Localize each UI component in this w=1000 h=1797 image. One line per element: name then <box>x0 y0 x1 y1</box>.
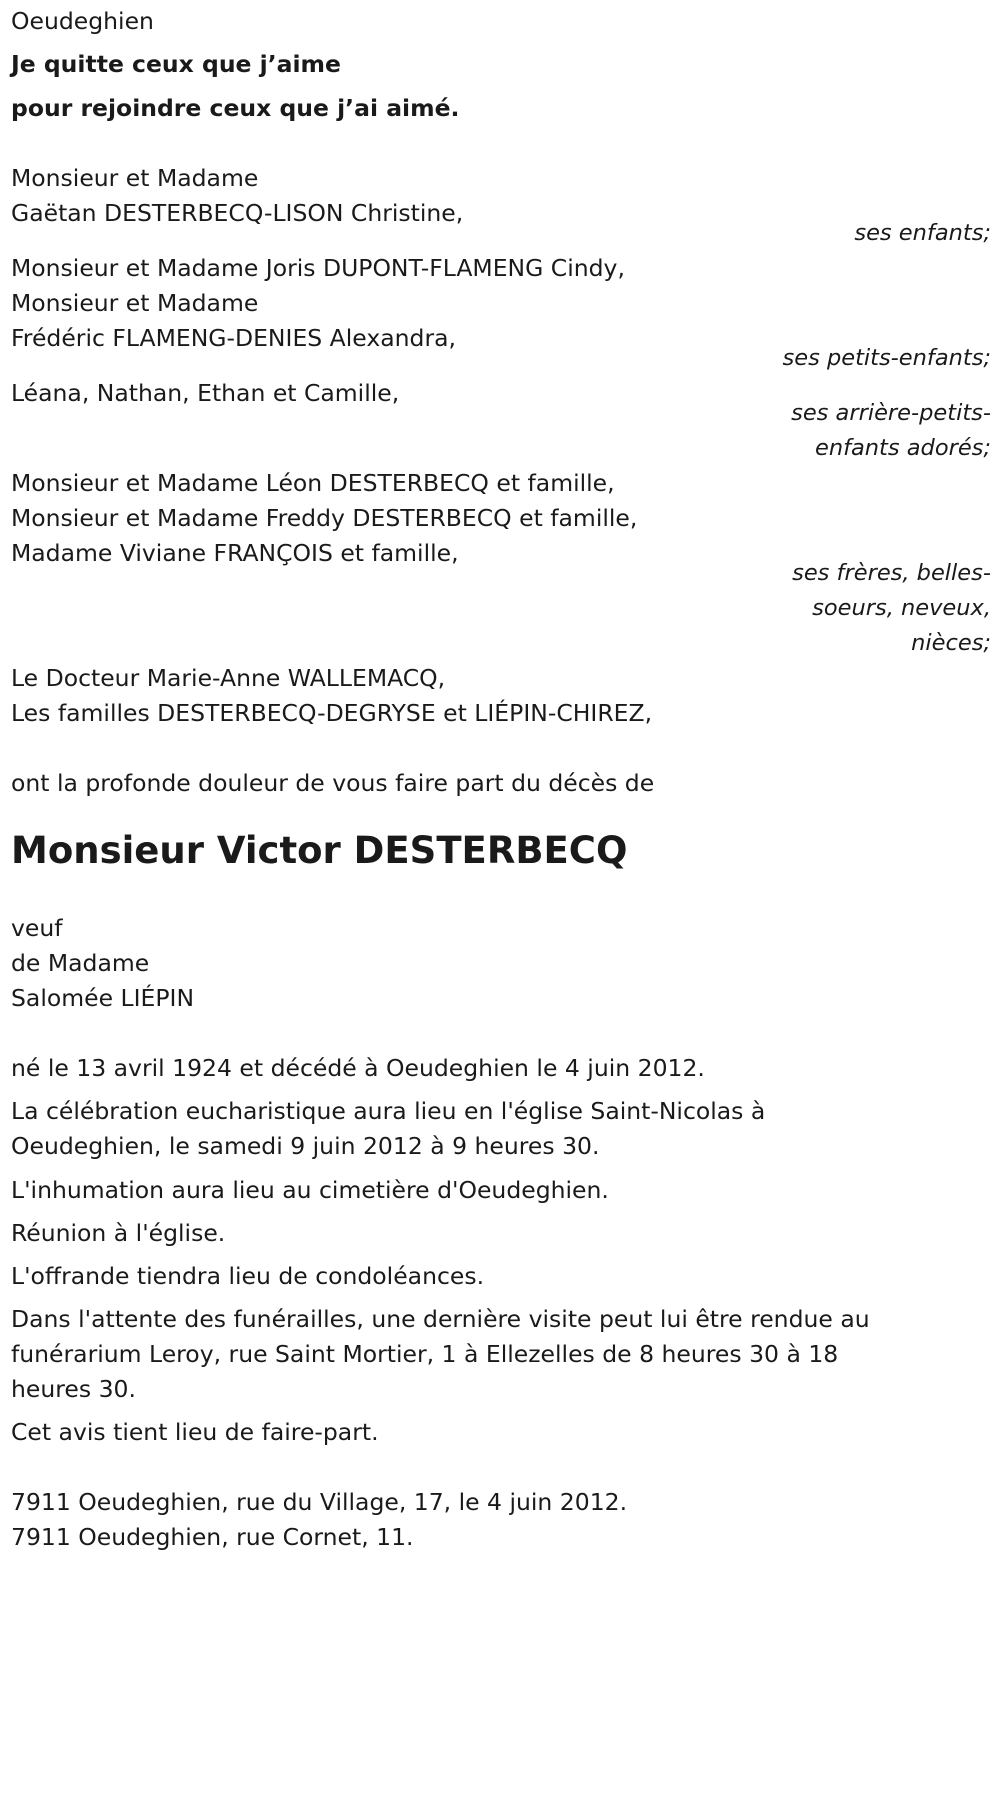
siblings-line-3: Madame Viviane FRANÇOIS et famille, <box>11 539 459 567</box>
children-relation: ses enfants; <box>854 220 991 246</box>
grandchildren-relation: ses petits-enfants; <box>782 345 991 371</box>
offering-info: L'offrande tiendra lieu de condoléances. <box>11 1262 485 1290</box>
announcement: ont la profonde douleur de vous faire part du décès de <box>11 769 655 797</box>
siblings-line-1: Monsieur et Madame Léon DESTERBECQ et famille, <box>11 469 615 497</box>
address-line-1: 7911 Oeudeghien, rue du Village, 17, le 4 juin 2012. <box>11 1488 628 1516</box>
life-dates: né le 13 avril 1924 et décédé à Oeudeghien le 4 juin 2012. <box>11 1054 705 1082</box>
visit-line-1: Dans l'attente des funérailles, une dernière visite peut lui être rendue au <box>11 1305 870 1333</box>
notice-statement: Cet avis tient lieu de faire-part. <box>11 1418 379 1446</box>
grandchildren-line-2: Monsieur et Madame <box>11 289 259 317</box>
widower-line-1: veuf <box>11 914 63 942</box>
grandchildren-line-1: Monsieur et Madame Joris DUPONT-FLAMENG Cindy, <box>11 254 625 282</box>
celebration-line-1: La célébration eucharistique aura lieu en l'église Saint-Nicolas à <box>11 1097 766 1125</box>
others-line-2: Les familles DESTERBECQ-DEGRYSE et LIÉPIN-CHIREZ, <box>11 699 653 727</box>
address-line-2: 7911 Oeudeghien, rue Cornet, 11. <box>11 1523 414 1551</box>
meeting-info: Réunion à l'église. <box>11 1219 226 1247</box>
siblings-line-2: Monsieur et Madame Freddy DESTERBECQ et famille, <box>11 504 638 532</box>
deceased-name: Monsieur Victor DESTERBECQ <box>11 829 628 872</box>
visit-line-2: funérarium Leroy, rue Saint Mortier, 1 à Ellezelles de 8 heures 30 à 18 <box>11 1340 839 1368</box>
great-grandchildren-relation-2: enfants adorés; <box>814 435 991 461</box>
children-line-1: Monsieur et Madame <box>11 164 259 192</box>
children-line-2: Gaëtan DESTERBECQ-LISON Christine, <box>11 199 464 227</box>
widower-line-2: de Madame <box>11 949 150 977</box>
quote-line-2: pour rejoindre ceux que j’ai aimé. <box>11 94 460 122</box>
quote-line-1: Je quitte ceux que j’aime <box>11 50 341 78</box>
siblings-relation-3: nièces; <box>911 630 991 656</box>
grandchildren-line-3: Frédéric FLAMENG-DENIES Alexandra, <box>11 324 456 352</box>
others-line-1: Le Docteur Marie-Anne WALLEMACQ, <box>11 664 446 692</box>
great-grandchildren: Léana, Nathan, Ethan et Camille, <box>11 379 400 407</box>
great-grandchildren-relation-1: ses arrière-petits- <box>791 400 991 426</box>
widower-line-3: Salomée LIÉPIN <box>11 984 195 1012</box>
siblings-relation-2: soeurs, neveux, <box>812 595 991 621</box>
siblings-relation-1: ses frères, belles- <box>792 560 991 586</box>
burial-info: L'inhumation aura lieu au cimetière d'Oeudeghien. <box>11 1176 609 1204</box>
visit-line-3: heures 30. <box>11 1375 136 1403</box>
village-heading: Oeudeghien <box>11 7 154 35</box>
celebration-line-2: Oeudeghien, le samedi 9 juin 2012 à 9 heures 30. <box>11 1132 600 1160</box>
